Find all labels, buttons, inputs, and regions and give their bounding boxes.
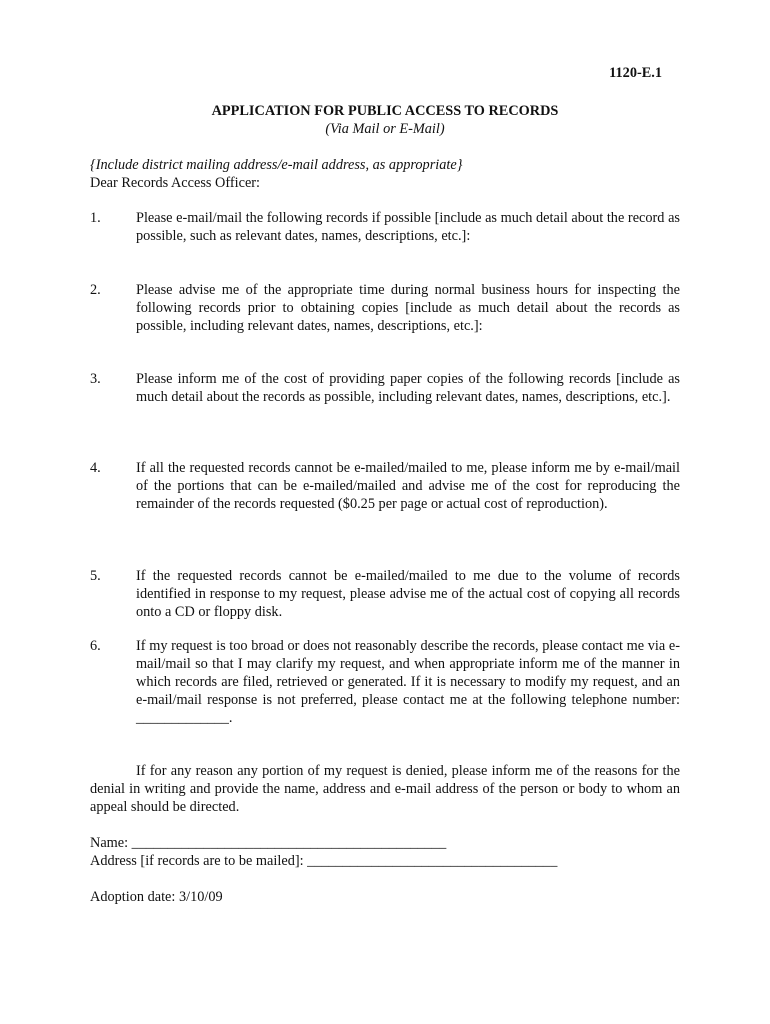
item-number: 4. <box>90 460 101 476</box>
item-text: If the requested records cannot be e-mailed/mailed to me due to the volume of records identified in response to my request, please advise me of the actual cost of copying all records onto a CD or floppy disk. <box>136 568 680 620</box>
item-number: 3. <box>90 371 101 387</box>
item-number: 2. <box>90 282 101 298</box>
address-instruction: {Include district mailing address/e-mail address, as appropriate} <box>90 157 463 173</box>
item-text: Please e-mail/mail the following records if possible [include as much detail about the record as possible, such as relevant dates, names, descriptions, etc.]: <box>136 210 680 244</box>
adoption-date: Adoption date: 3/10/09 <box>90 889 223 905</box>
item-text: Please advise me of the appropriate time during normal business hours for inspecting the following records prior to obtaining copies [include as much detail about the records as possible, including relevant dates, names, descriptions, etc.]: <box>136 282 680 334</box>
item-text: If all the requested records cannot be e-mailed/mailed to me, please inform me by e-mail/mail of the portions that can be e-mailed/mailed and advise me of the cost for reproducing the remainder of the records requested ($0.25 per page or actual cost of reproduction). <box>136 460 680 512</box>
salutation: Dear Records Access Officer: <box>90 175 261 191</box>
closing-paragraph: If for any reason any portion of my request is denied, please inform me of the reasons for the denial in writing and provide the name, address and e-mail address of the person or body to whom an appeal should be directed. <box>90 763 680 815</box>
address-field[interactable]: Address [if records are to be mailed]: ___________________________________ <box>90 853 558 869</box>
page-subtitle: (Via Mail or E-Mail) <box>325 121 445 137</box>
item-number: 6. <box>90 638 101 654</box>
item-text: Please inform me of the cost of providing paper copies of the following records [include as much detail about the records as possible, including relevant dates, names, descriptions, etc.]. <box>136 371 680 405</box>
item-number: 1. <box>90 210 101 226</box>
policy-code: 1120-E.1 <box>609 65 662 81</box>
item-text: If my request is too broad or does not reasonably describe the records, please contact me via e-mail/mail so that I may clarify my request, and when appropriate inform me of the manner in which records are filed, retrieved or generated. If it is necessary to modify my request, and an e-mail/mail response is not preferred, please contact me at the following telephone number: _____________. <box>136 638 680 726</box>
name-field[interactable]: Name: ____________________________________________ <box>90 835 447 851</box>
page-title: APPLICATION FOR PUBLIC ACCESS TO RECORDS <box>211 103 559 119</box>
item-number: 5. <box>90 568 101 584</box>
